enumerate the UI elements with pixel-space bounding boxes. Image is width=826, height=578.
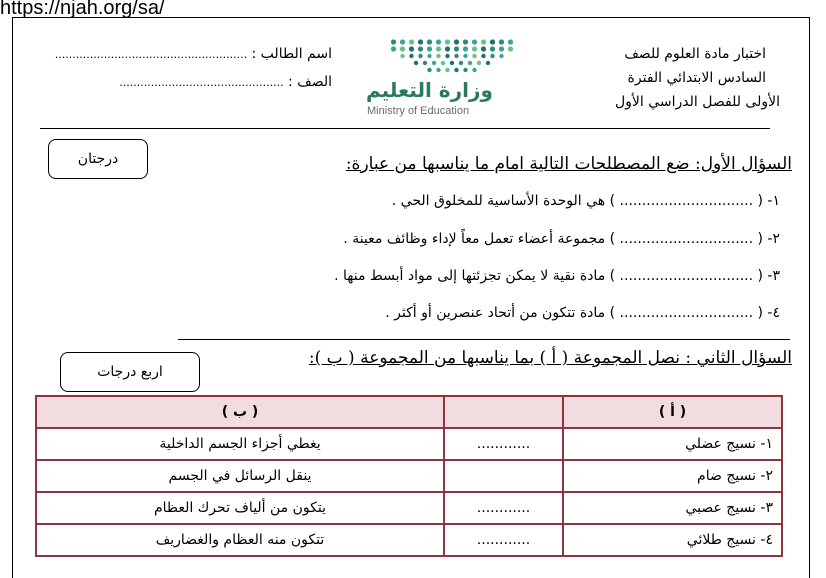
logo-dot bbox=[400, 46, 405, 51]
logo-dot bbox=[427, 54, 431, 58]
logo-dot bbox=[445, 46, 450, 51]
table-row bbox=[36, 460, 782, 492]
logo-dot bbox=[499, 39, 504, 44]
logo-dot bbox=[477, 61, 481, 65]
q2-title: السؤال الثاني : نصل المجموعة ( أ ) بما يناسبها من المجموعة ( ب ): bbox=[308, 348, 792, 368]
row-4-term: ٤- نسيج طلائي bbox=[563, 524, 782, 556]
logo-dot bbox=[454, 39, 459, 44]
logo-dot bbox=[441, 61, 445, 65]
logo-dot bbox=[436, 46, 441, 51]
logo-dot bbox=[409, 46, 414, 51]
logo-dot bbox=[463, 68, 467, 72]
logo-dot bbox=[454, 68, 458, 72]
logo-dot bbox=[409, 54, 413, 58]
q1-item-4: ٤- ( .............................. ) مادة تتكون من أتحاد عنصرين أو أكثر . bbox=[385, 305, 780, 321]
logo-dot bbox=[391, 39, 396, 44]
logo-dot bbox=[436, 68, 440, 72]
logo-dot bbox=[486, 61, 490, 65]
matching-table bbox=[35, 395, 783, 557]
row-4-answer-blank[interactable]: ............ bbox=[444, 524, 563, 556]
header-group-b: ( ب ) bbox=[36, 396, 444, 428]
logo-dot bbox=[490, 39, 495, 44]
q1-item-3: ٣- ( .............................. ) مادة نقية لا يمكن تجزئتها إلى مواد أبسط منها . bbox=[334, 268, 780, 284]
logo-dot bbox=[418, 39, 423, 44]
logo-dot bbox=[418, 46, 423, 51]
row-3-definition: يتكون من ألياف تحرك العظام bbox=[36, 492, 444, 524]
logo-dot bbox=[454, 54, 458, 58]
row-2-definition: ينقل الرسائل في الجسم bbox=[36, 460, 444, 492]
logo-dot bbox=[499, 46, 504, 51]
class-field bbox=[60, 74, 332, 90]
student-name-field bbox=[18, 46, 332, 62]
student-name-label: اسم الطالب : bbox=[251, 46, 332, 62]
logo-dot bbox=[436, 54, 440, 58]
logo-dot bbox=[499, 54, 503, 58]
logo-dot bbox=[463, 39, 468, 44]
logo-dot bbox=[414, 61, 418, 65]
logo-dot bbox=[459, 61, 463, 65]
row-3-answer-blank[interactable]: ............ bbox=[444, 492, 563, 524]
class-label: الصف : bbox=[288, 74, 332, 90]
exam-title-line-3: الأولى للفصل الدراسي الأول bbox=[614, 94, 780, 110]
q2-score-box: اربع درجات bbox=[60, 352, 200, 392]
ministry-english-name: Ministry of Education bbox=[367, 105, 470, 117]
q1-item-1: ١- ( .............................. ) هي الوحدة الأساسية للمخلوق الحي . bbox=[391, 193, 780, 209]
exam-title-line-2: السادس الابتدائي الفترة bbox=[627, 70, 766, 86]
logo-dot bbox=[472, 39, 477, 44]
logo-dot bbox=[432, 61, 436, 65]
row-2-term: ٢- نسيج ضام bbox=[563, 460, 782, 492]
logo-dot bbox=[445, 68, 449, 72]
table-row bbox=[36, 492, 782, 524]
logo-dot bbox=[427, 46, 432, 51]
table-header-row bbox=[36, 396, 782, 428]
logo-dot bbox=[490, 54, 494, 58]
q1-item-2: ٢- ( .............................. ) مجموعة أعضاء تعمل معاً لإداء وظائف معينة . bbox=[343, 231, 780, 247]
logo-dot bbox=[427, 39, 432, 44]
logo-dot bbox=[472, 68, 476, 72]
header-group-a: ( أ ) bbox=[563, 396, 782, 428]
row-1-definition: يغطي أجزاء الجسم الداخلية bbox=[36, 428, 444, 460]
header-middle bbox=[444, 396, 563, 428]
logo-dot bbox=[418, 54, 422, 58]
logo-dot bbox=[423, 61, 427, 65]
logo-dot bbox=[454, 46, 459, 51]
row-3-term: ٣- نسيج عصبي bbox=[563, 492, 782, 524]
logo-dot bbox=[508, 39, 513, 44]
row-2-answer-blank[interactable] bbox=[444, 460, 563, 492]
logo-dot bbox=[427, 68, 431, 72]
logo-dot bbox=[468, 61, 472, 65]
logo-dot bbox=[400, 39, 405, 44]
logo-dot bbox=[463, 46, 468, 51]
row-4-definition: تتكون منه العظام والغضاريف bbox=[36, 524, 444, 556]
logo-dot bbox=[436, 39, 441, 44]
q1-divider bbox=[178, 339, 790, 340]
ministry-logo-dots bbox=[388, 38, 518, 76]
source-url: https://njah.org/sa/ bbox=[0, 0, 169, 20]
header-divider bbox=[40, 128, 770, 129]
logo-dot bbox=[481, 46, 486, 51]
q1-title: السؤال الأول: ضع المصطلحات التالية امام ما يناسبها من عبارة: bbox=[345, 154, 792, 174]
logo-dot bbox=[490, 46, 495, 51]
student-name-dots[interactable]: ....................................................... bbox=[54, 48, 248, 61]
table-row bbox=[36, 524, 782, 556]
logo-dot bbox=[445, 54, 449, 58]
class-dots[interactable]: ............................................... bbox=[119, 76, 284, 89]
logo-dot bbox=[400, 54, 404, 58]
logo-dot bbox=[472, 46, 477, 51]
logo-dot bbox=[445, 39, 450, 44]
table-row bbox=[36, 428, 782, 460]
logo-dot bbox=[391, 46, 396, 51]
ministry-arabic-name: وزارة التعليم bbox=[366, 78, 493, 102]
logo-dot bbox=[463, 54, 467, 58]
q1-score-box: درجتان bbox=[48, 139, 148, 179]
logo-dot bbox=[481, 39, 486, 44]
logo-dot bbox=[508, 46, 513, 51]
row-1-term: ١- نسيج عضلي bbox=[563, 428, 782, 460]
exam-title-line-1: اختبار مادة العلوم للصف bbox=[624, 46, 766, 62]
logo-dot bbox=[481, 54, 485, 58]
logo-dot bbox=[472, 54, 476, 58]
logo-dot bbox=[450, 61, 454, 65]
logo-dot bbox=[409, 39, 414, 44]
row-1-answer-blank[interactable]: ............ bbox=[444, 428, 563, 460]
